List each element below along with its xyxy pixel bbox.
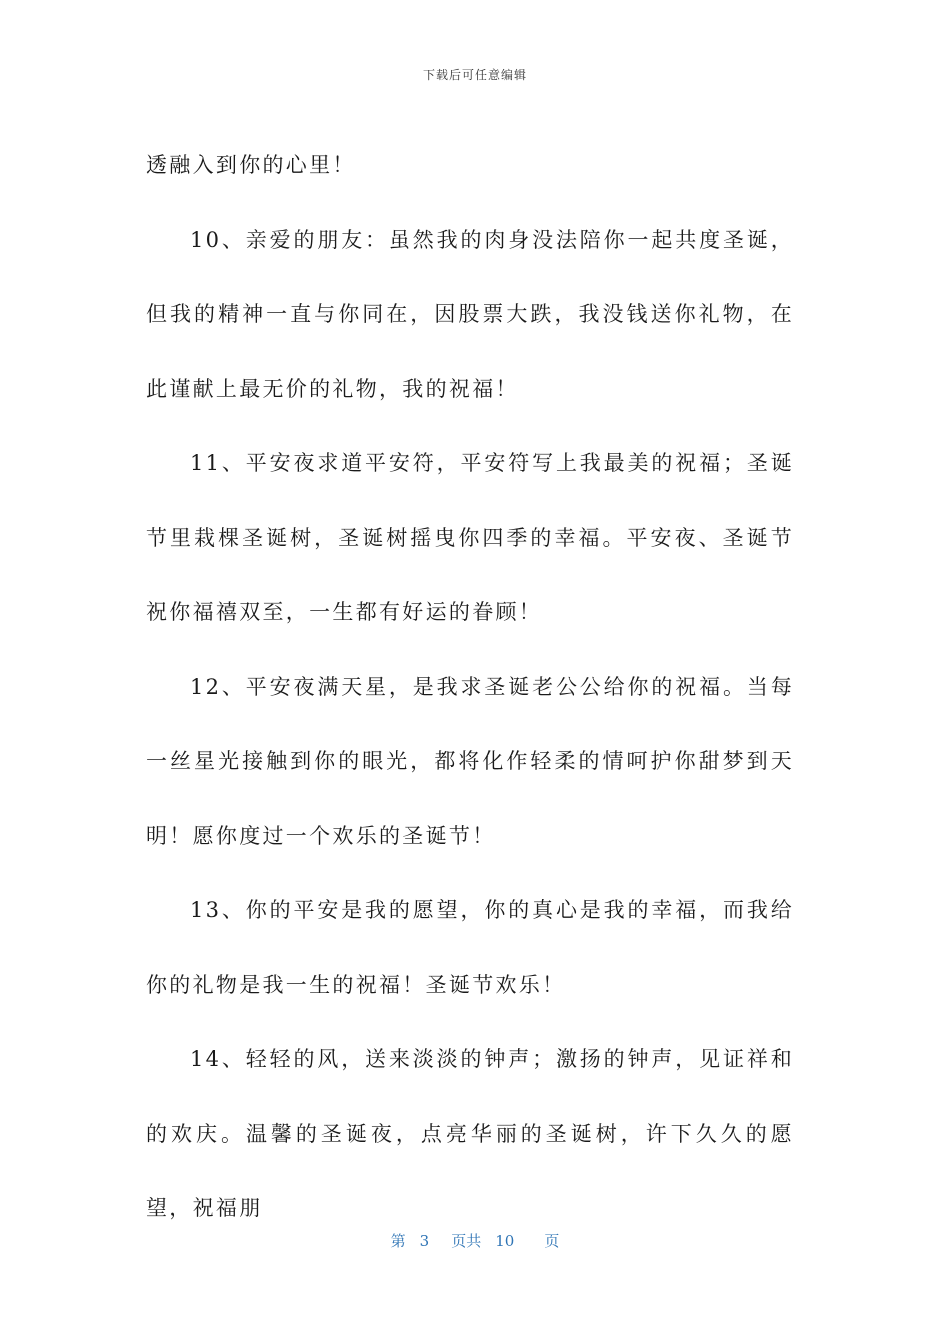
wish-item-10: 10、亲爱的朋友：虽然我的肉身没法陪你一起共度圣诞，但我的精神一直与你同在，因股票大跌，我没钱送你礼物，在此谨献上最无价的礼物，我的祝福！ bbox=[146, 227, 794, 401]
footer-prefix: 第 bbox=[390, 1232, 406, 1250]
wish-item-14: 14、轻轻的风，送来淡淡的钟声；激扬的钟声，见证祥和的欢庆。温馨的圣诞夜，点亮华丽的圣诞树，许下久久的愿望，祝福朋 bbox=[146, 1047, 794, 1220]
header-note: 下载后可任意编辑 bbox=[422, 68, 527, 82]
footer-middle: 页共 bbox=[451, 1232, 482, 1250]
wish-item-11: 11、平安夜求道平安符，平安符写上我最美的祝福；圣诞节里栽棵圣诞树，圣诞树摇曳你四季的幸福。平安夜、圣诞节祝你福禧双至，一生都有好运的眷顾！ bbox=[146, 451, 794, 624]
footer-suffix: 页 bbox=[544, 1232, 560, 1250]
document-body bbox=[146, 128, 794, 1246]
page-footer bbox=[0, 1230, 950, 1251]
wish-item-12: 12、平安夜满天星，是我求圣诞老公公给你的祝福。当每一丝星光接触到你的眼光，都将化作轻柔的情呵护你甜梦到天明！愿你度过一个欢乐的圣诞节！ bbox=[146, 674, 794, 848]
footer-current-page: 3 bbox=[419, 1232, 430, 1250]
wish-item-13: 13、你的平安是我的愿望，你的真心是我的幸福，而我给你的礼物是我一生的祝福！圣诞节欢乐！ bbox=[146, 898, 794, 997]
footer-total-pages: 10 bbox=[495, 1232, 515, 1250]
continuation-paragraph: 透融入到你的心里！ bbox=[146, 153, 356, 177]
